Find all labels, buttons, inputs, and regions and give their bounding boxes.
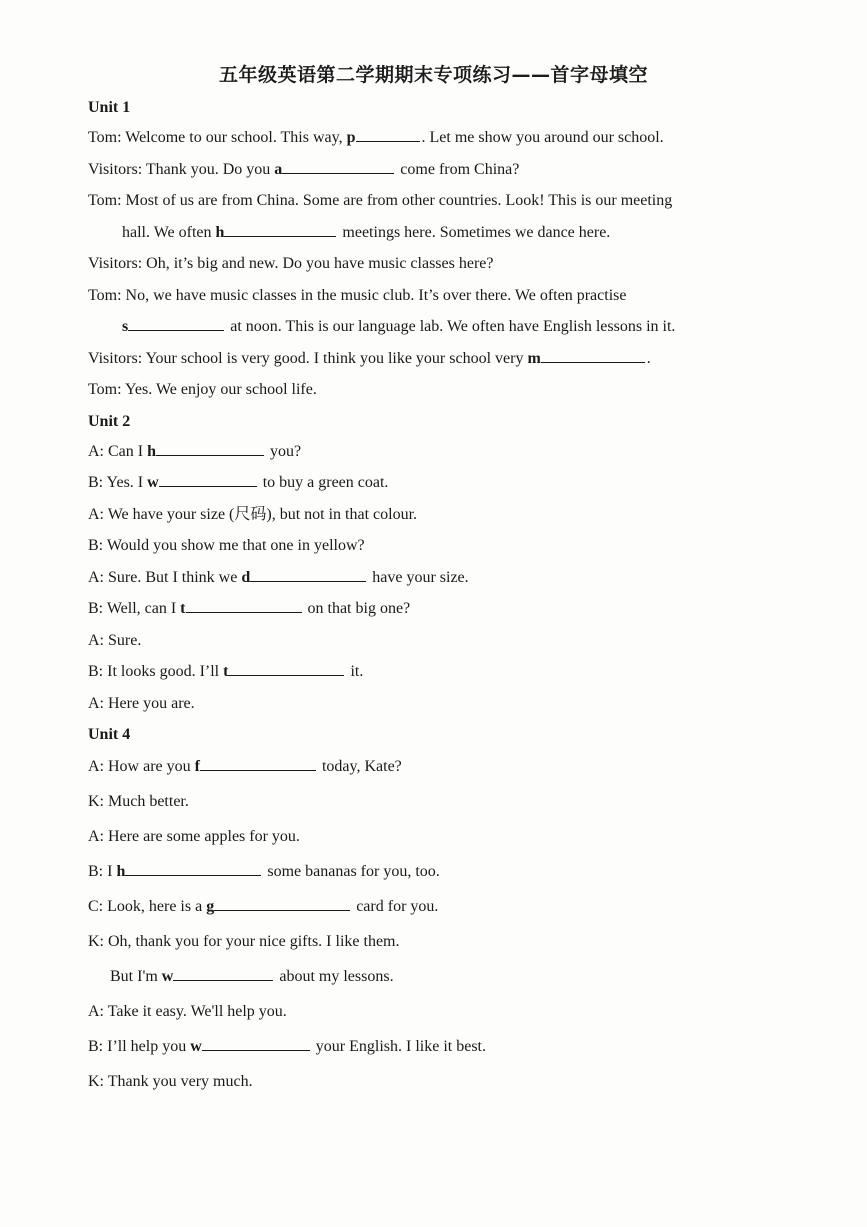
dialogue-line xyxy=(88,530,808,562)
line-text: Tom: No, we have music classes in the music club. It’s over there. We often practise xyxy=(88,286,627,304)
answer-blank[interactable] xyxy=(250,565,366,582)
dialogue-line xyxy=(88,280,808,312)
unit-heading: Unit 4 xyxy=(88,726,131,743)
initial-letter: a xyxy=(274,160,283,178)
answer-blank[interactable] xyxy=(202,1034,310,1051)
unit-heading: Unit 1 xyxy=(88,99,131,116)
answer-blank[interactable] xyxy=(186,596,302,613)
dialogue-line xyxy=(88,154,808,186)
line-text: B: It looks good. I’ll xyxy=(88,663,224,680)
unit-section xyxy=(88,408,808,720)
unit-section xyxy=(88,721,808,1099)
dialogue-line xyxy=(88,467,808,499)
dialogue-line xyxy=(88,217,808,249)
answer-blank[interactable] xyxy=(128,314,224,331)
answer-blank[interactable] xyxy=(541,346,645,363)
dialogue-line xyxy=(88,959,808,994)
initial-letter: h xyxy=(147,442,157,460)
line-text: to buy a green coat. xyxy=(258,474,389,491)
answer-blank[interactable] xyxy=(173,964,273,981)
exercise-content xyxy=(88,94,808,1099)
line-text: today, Kate? xyxy=(317,758,402,775)
line-text: C: Look, here is a xyxy=(88,898,207,915)
dialogue-line xyxy=(88,248,808,280)
unit-heading: Unit 2 xyxy=(88,412,131,430)
dialogue-line xyxy=(88,784,808,819)
answer-blank[interactable] xyxy=(282,157,394,174)
initial-letter: h xyxy=(116,863,126,880)
line-text: B: I xyxy=(88,863,117,880)
dialogue-line xyxy=(88,625,808,657)
initial-letter: d xyxy=(241,568,251,586)
line-text: A: How are you xyxy=(88,758,195,775)
line-text: A: Sure. xyxy=(88,631,142,649)
line-text: Tom: Yes. We enjoy our school life. xyxy=(88,381,317,398)
line-text: you? xyxy=(266,442,302,460)
line-text: some bananas for you, too. xyxy=(263,863,440,880)
dialogue-line xyxy=(88,343,808,375)
dialogue-line xyxy=(88,593,808,625)
line-text: meetings here. Sometimes we dance here. xyxy=(338,223,611,241)
unit-section xyxy=(88,94,808,406)
line-text: about my lessons. xyxy=(275,968,394,985)
initial-letter: w xyxy=(190,1038,202,1055)
line-text: your English. I like it best. xyxy=(311,1038,486,1055)
line-text: . xyxy=(646,349,651,367)
line-text: A: Here are some apples for you. xyxy=(88,828,300,845)
line-text: Tom: Welcome to our school. This way, xyxy=(88,129,347,146)
answer-blank[interactable] xyxy=(224,220,336,237)
initial-letter: h xyxy=(215,223,225,241)
answer-blank[interactable] xyxy=(200,754,316,771)
initial-letter: p xyxy=(346,129,356,146)
dialogue-line xyxy=(88,854,808,889)
line-text: A: We have your size (尺码), but not in that colour. xyxy=(88,505,418,523)
line-text: it. xyxy=(346,663,364,680)
dialogue-line xyxy=(88,499,808,531)
dialogue-line xyxy=(88,994,808,1029)
dialogue-line xyxy=(88,819,808,854)
dialogue-line xyxy=(88,185,808,217)
initial-letter: f xyxy=(194,758,200,775)
initial-letter: s xyxy=(122,318,129,335)
dialogue-line xyxy=(88,1064,808,1099)
line-text: on that big one? xyxy=(303,600,411,617)
line-text: at noon. This is our language lab. We often have English lessons in it. xyxy=(226,318,676,335)
answer-blank[interactable] xyxy=(156,439,264,456)
line-text: But I'm xyxy=(110,968,162,985)
line-text: Visitors: Your school is very good. I think you like your school very xyxy=(88,349,528,367)
line-text: A: Can I xyxy=(88,442,148,460)
initial-letter: t xyxy=(223,663,229,680)
dialogue-line xyxy=(88,749,808,784)
dialogue-line xyxy=(88,1029,808,1064)
line-text: A: Sure. But I think we xyxy=(88,568,242,586)
dialogue-line xyxy=(88,562,808,594)
answer-blank[interactable] xyxy=(228,659,344,676)
line-text: card for you. xyxy=(352,898,439,915)
initial-letter: g xyxy=(206,898,215,915)
line-text: B: Yes. I xyxy=(88,474,148,491)
dialogue-line xyxy=(88,688,808,720)
dialogue-line xyxy=(88,889,808,924)
dialogue-line xyxy=(88,656,808,688)
line-text: K: Thank you very much. xyxy=(88,1073,253,1090)
line-text: come from China? xyxy=(396,160,520,178)
initial-letter: w xyxy=(161,968,174,985)
dialogue-line xyxy=(88,924,808,959)
dialogue-line xyxy=(88,311,808,343)
line-text: . Let me show you around our school. xyxy=(421,129,664,146)
line-text: Tom: Most of us are from China. Some are from other countries. Look! This is our meeting xyxy=(88,192,673,209)
line-text: B: Well, can I xyxy=(88,600,181,617)
line-text: B: Would you show me that one in yellow? xyxy=(88,537,365,554)
line-text: B: I’ll help you xyxy=(88,1038,191,1055)
line-text: Visitors: Oh, it’s big and new. Do you have music classes here? xyxy=(88,255,494,272)
answer-blank[interactable] xyxy=(159,470,257,487)
line-text: Visitors: Thank you. Do you xyxy=(88,160,275,178)
line-text: K: Much better. xyxy=(88,793,189,810)
line-text: A: Here you are. xyxy=(88,694,195,712)
initial-letter: t xyxy=(180,600,186,617)
initial-letter: m xyxy=(527,349,541,367)
answer-blank[interactable] xyxy=(125,859,261,876)
answer-blank[interactable] xyxy=(214,894,350,911)
page-title: 五年级英语第二学期期末专项练习——首字母填空 xyxy=(218,64,648,86)
line-text: hall. We often xyxy=(122,223,216,241)
line-text: A: Take it easy. We'll help you. xyxy=(88,1003,287,1020)
initial-letter: w xyxy=(147,474,159,491)
answer-blank[interactable] xyxy=(356,125,420,142)
dialogue-line xyxy=(88,436,808,468)
dialogue-line xyxy=(88,374,808,406)
dialogue-line xyxy=(88,122,808,154)
line-text: have your size. xyxy=(368,568,469,586)
line-text: K: Oh, thank you for your nice gifts. I like them. xyxy=(88,933,400,950)
